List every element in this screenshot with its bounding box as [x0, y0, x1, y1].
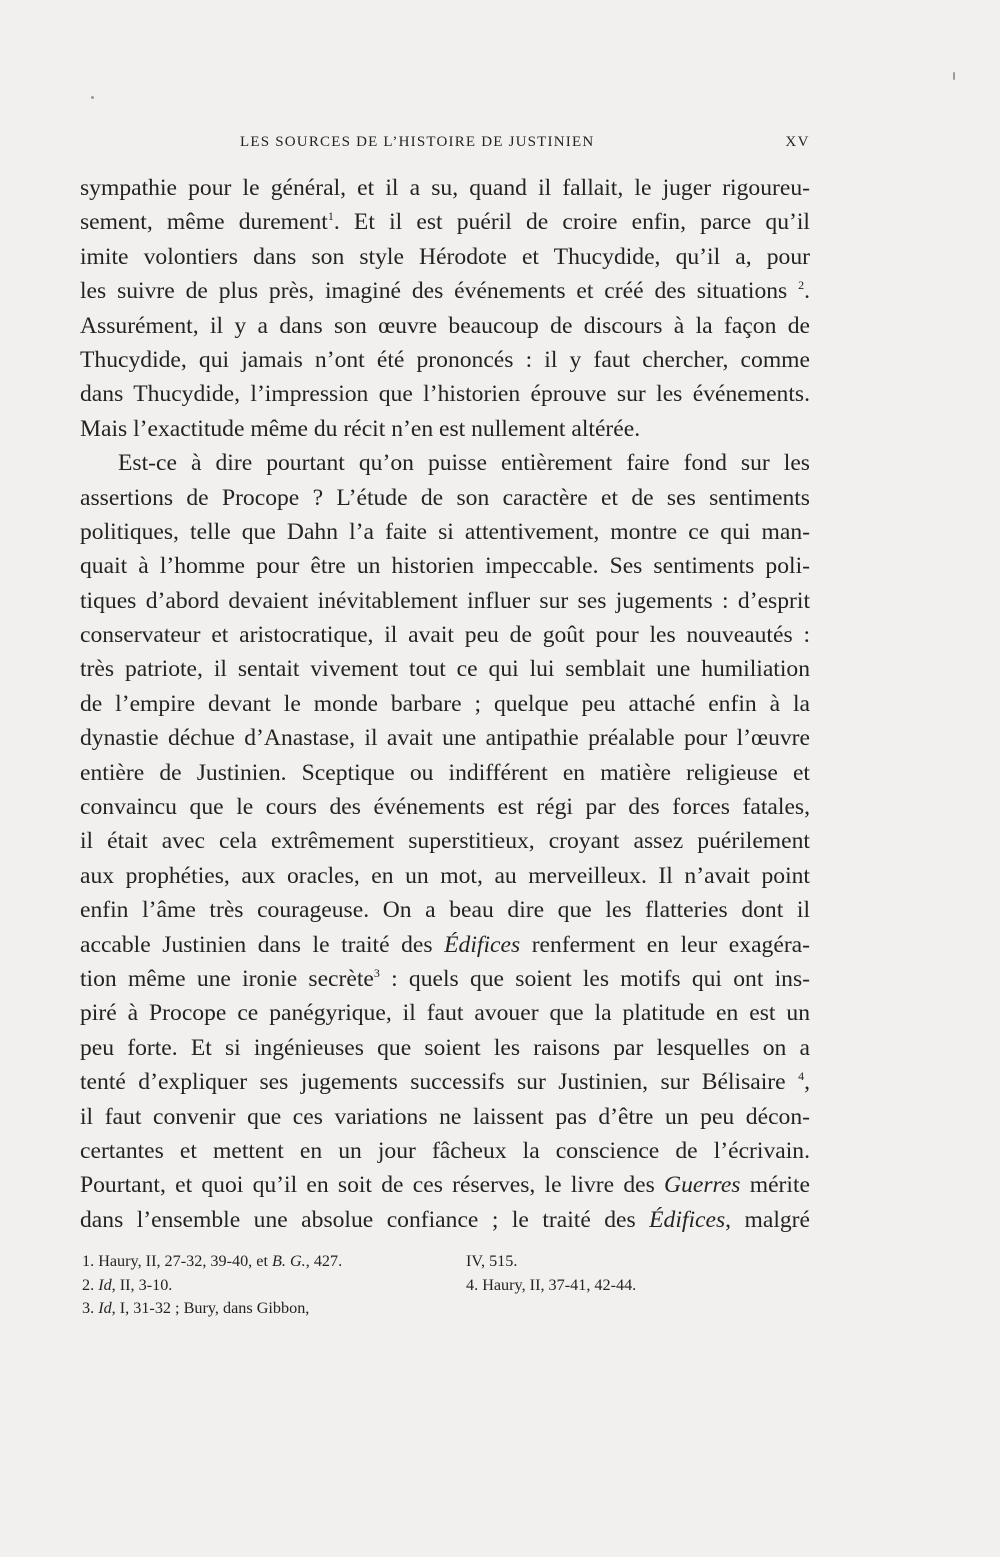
text-line: Thucydide, qui jamais n’ont été prononcés : il y faut chercher, comme: [80, 346, 810, 373]
footnote-3-continued: IV, 515.: [466, 1252, 518, 1270]
text-line: les suivre de plus près, imaginé des événements et créé des situations $^2$.: [80, 278, 810, 305]
footnote-ref: 2: [798, 278, 805, 293]
running-head: [80, 134, 810, 156]
paper-speck: [91, 96, 94, 99]
footnote-ref: 4: [798, 1069, 805, 1084]
text-line: peu forte. Et si ingénieuses que soient les raisons par lesquelles on a: [80, 1034, 810, 1061]
paragraph-start: Est-ce à dire pourtant qu’on puisse entièrement faire fond sur les: [118, 450, 810, 477]
text-line: sement, même durement$^1$. Et il est puéril de croire enfin, parce qu’il: [80, 209, 810, 236]
text-line: tion même une ironie secrète$^3$ : quels que soient les motifs qui ont ins-: [80, 965, 811, 992]
text-line: dynastie déchue d’Anastase, il avait une antipathie préalable pour l’œuvre: [80, 725, 810, 752]
text-line: tiques d’abord devaient inévitablement influer sur ses jugements : d’esprit: [80, 587, 810, 614]
footnote-3: 3. Id, I, 31-32 ; Bury, dans Gibbon,: [82, 1299, 310, 1317]
running-title: LES SOURCES DE L’HISTOIRE DE JUSTINIEN: [240, 134, 595, 150]
footnotes-left-column: [82, 1250, 342, 1321]
work-title: Édifices: [649, 1206, 726, 1233]
text-line: très patriote, il sentait vivement tout ce qui lui semblait une humiliation: [80, 656, 810, 683]
work-title: Édifices: [444, 931, 521, 958]
text-line: certantes et mettent en un jour fâcheux la conscience de l’écrivain.: [80, 1137, 810, 1164]
text-line: conservateur et aristocratique, il avait peu de goût pour les nouveautés :: [80, 622, 810, 649]
text-line: quait à l’homme pour être un historien impeccable. Ses sentiments poli-: [80, 553, 810, 580]
text-line: dans Thucydide, l’impression que l’historien éprouve sur les événements.: [80, 381, 810, 408]
footnotes-right-column: [466, 1250, 636, 1297]
text-line: accable Justinien dans le traité des Édifices renferment en leur exagéra-: [80, 931, 810, 958]
text-line: Assurément, il y a dans son œuvre beaucoup de discours à la façon de: [80, 312, 810, 339]
work-title: Guerres: [664, 1172, 741, 1199]
text-line: assertions de Procope ? L’étude de son caractère et de ses sentiments: [80, 484, 810, 511]
footnote-4: 4. Haury, II, 37-41, 42-44.: [466, 1275, 637, 1294]
footnote-ref: 3: [373, 966, 380, 981]
text-line: dans l’ensemble une absolue confiance ; le traité des Édifices, malgré: [80, 1206, 810, 1233]
main-text: [80, 171, 810, 1237]
footnote-2: 2. Id, II, 3-10.: [82, 1275, 173, 1294]
text-line: il faut convenir que ces variations ne laissent pas d’être un peu décon-: [80, 1103, 810, 1130]
text-line: de l’empire devant le monde barbare ; quelque peu attaché enfin à la: [80, 690, 810, 717]
paper-speck: [953, 72, 955, 80]
footnote-ref: 1: [327, 209, 334, 224]
text-line: convaincu que le cours des événements est régi par des forces fatales,: [80, 794, 810, 821]
text-line: entière de Justinien. Sceptique ou indifférent en matière religieuse et: [80, 759, 810, 786]
text-line: tenté d’expliquer ses jugements successifs sur Justinien, sur Bélisaire $^4$,: [80, 1069, 810, 1096]
page-number: XV: [785, 134, 810, 150]
text-line: politiques, telle que Dahn l’a faite si attentivement, montre ce qui man-: [80, 518, 810, 545]
text-line: aux prophéties, aux oracles, en un mot, au merveilleux. Il n’avait point: [80, 862, 810, 889]
text-line: Mais l’exactitude même du récit n’en est nullement altérée.: [80, 415, 641, 442]
footnote-1: 1. Haury, II, 27-32, 39-40, et B. G., 427.: [82, 1252, 343, 1270]
text-line: il était avec cela extrêmement superstitieux, croyant assez puérilement: [80, 828, 810, 855]
text-line: imite volontiers dans son style Hérodote et Thucydide, qu’il a, pour: [80, 243, 810, 270]
text-line: sympathie pour le général, et il a su, quand il fallait, le juger rigoureu-: [80, 175, 810, 201]
text-line: piré à Procope ce panégyrique, il faut avouer que la platitude en est un: [80, 1000, 810, 1027]
text-line: enfin l’âme très courageuse. On a beau dire que les flatteries dont il: [80, 897, 810, 924]
text-line: Pourtant, et quoi qu’il en soit de ces réserves, le livre des Guerres mérite: [80, 1172, 810, 1199]
